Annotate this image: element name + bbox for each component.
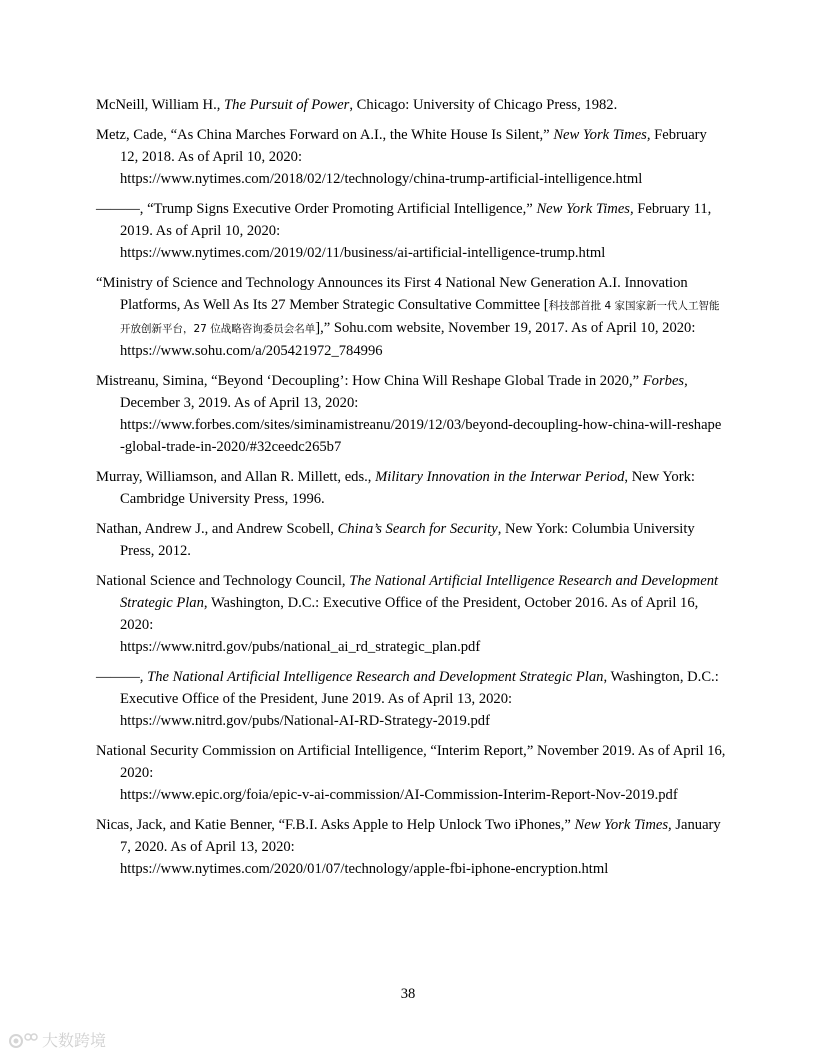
reference-text: “Ministry of Science and Technology Announces its First 4 National New Generation A.I. Innovation Platforms, As Well As Its 27 Member Strategic Consultative Committee [ <box>96 275 688 313</box>
reference-text: Mistreanu, Simina, “Beyond ‘Decoupling’: How China Will Reshape Global Trade in 2020,” <box>96 373 643 389</box>
reference-entry <box>96 272 726 362</box>
reference-entry <box>96 518 726 562</box>
reference-list <box>96 94 726 888</box>
reference-url[interactable]: https://www.nytimes.com/2018/02/12/technology/china-trump-artificial-intelligence.html <box>120 171 643 187</box>
reference-text: , Chicago: University of Chicago Press, 1982. <box>349 97 618 113</box>
reference-text: Nathan, Andrew J., and Andrew Scobell, <box>96 521 338 537</box>
reference-url[interactable]: https://www.nytimes.com/2019/02/11/business/ai-artificial-intelligence-trump.html <box>120 245 606 261</box>
reference-italic-title: New York Times, <box>536 201 634 217</box>
reference-chinese-title: 科技部首批 4 家国家新一代人工智能开放创新平台，27 位战略咨询委员会名单 <box>120 300 720 335</box>
reference-text: Nicas, Jack, and Katie Benner, “F.B.I. Asks Apple to Help Unlock Two iPhones,” <box>96 817 575 833</box>
reference-entry <box>96 198 726 264</box>
reference-entry <box>96 124 726 190</box>
reference-text: Metz, Cade, “As China Marches Forward on A.I., the White House Is Silent,” <box>96 127 554 143</box>
reference-text: ———, <box>96 669 148 685</box>
reference-text: , Washington, D.C.: Executive Office of the President, October 2016. As of April 16, 2020: <box>120 595 699 633</box>
reference-entry <box>96 740 726 806</box>
reference-italic-title: Military Innovation in the Interwar Period <box>375 469 625 485</box>
watermark <box>8 1028 106 1051</box>
reference-text: January 7, 2020. As of April 13, 2020: <box>120 817 721 855</box>
reference-url[interactable]: https://www.epic.org/foia/epic-v-ai-commission/AI-Commission-Interim-Report-Nov-2019.pdf <box>120 787 678 803</box>
reference-url[interactable]: https://www.nitrd.gov/pubs/national_ai_rd_strategic_plan.pdf <box>120 639 481 655</box>
reference-italic-title: The Pursuit of Power <box>224 97 350 113</box>
reference-text: February 11, 2019. As of April 10, 2020: <box>120 201 712 239</box>
reference-italic-title: New York Times, <box>574 817 672 833</box>
reference-url[interactable]: https://www.forbes.com/sites/siminamistreanu/2019/12/03/beyond-decoupling-how-china-will-reshape-global-trade-in-2020/#32ceedc265b7 <box>120 417 722 455</box>
reference-text: , New York: Columbia University Press, 2012. <box>120 521 695 559</box>
reference-entry <box>96 370 726 458</box>
reference-text: , New York: Cambridge University Press, 1996. <box>120 469 695 507</box>
camera-logo-icon <box>8 1031 38 1049</box>
reference-entry <box>96 814 726 880</box>
reference-text: February 12, 2018. As of April 10, 2020: <box>120 127 707 165</box>
reference-italic-title: The National Artificial Intelligence Research and Development Strategic Plan <box>147 669 604 685</box>
reference-italic-title: New York Times, <box>553 127 651 143</box>
reference-text: McNeill, William H., <box>96 97 225 113</box>
reference-entry <box>96 666 726 732</box>
reference-url[interactable]: https://www.nytimes.com/2020/01/07/technology/apple-fbi-iphone-encryption.html <box>120 861 609 877</box>
reference-italic-title: The National Artificial Intelligence Research and Development Strategic Plan <box>120 573 719 611</box>
reference-url[interactable]: https://www.nitrd.gov/pubs/National-AI-RD-Strategy-2019.pdf <box>120 713 490 729</box>
watermark-text: 大数跨境 <box>42 1031 107 1050</box>
reference-italic-title: China’s Search for Security <box>337 521 498 537</box>
reference-text: , Washington, D.C.: Executive Office of the President, June 2019. As of April 13, 2020: <box>120 669 719 707</box>
reference-text: ———, “Trump Signs Executive Order Promoting Artificial Intelligence,” <box>96 201 537 217</box>
reference-italic-title: Forbes <box>642 373 685 389</box>
reference-text: Murray, Williamson, and Allan R. Millett, eds., <box>96 469 376 485</box>
reference-entry <box>96 466 726 510</box>
reference-entry <box>96 570 726 658</box>
reference-entry <box>96 94 726 116</box>
reference-text: National Security Commission on Artificial Intelligence, “Interim Report,” November 2019. As of April 16, 2020: <box>96 743 726 781</box>
page-number: 38 <box>400 986 416 1002</box>
reference-text: ],” Sohu.com website, November 19, 2017. As of April 10, 2020: <box>315 320 696 336</box>
reference-text: National Science and Technology Council, <box>96 573 350 589</box>
reference-text: , December 3, 2019. As of April 13, 2020: <box>120 373 688 411</box>
reference-url[interactable]: https://www.sohu.com/a/205421972_784996 <box>120 343 383 359</box>
